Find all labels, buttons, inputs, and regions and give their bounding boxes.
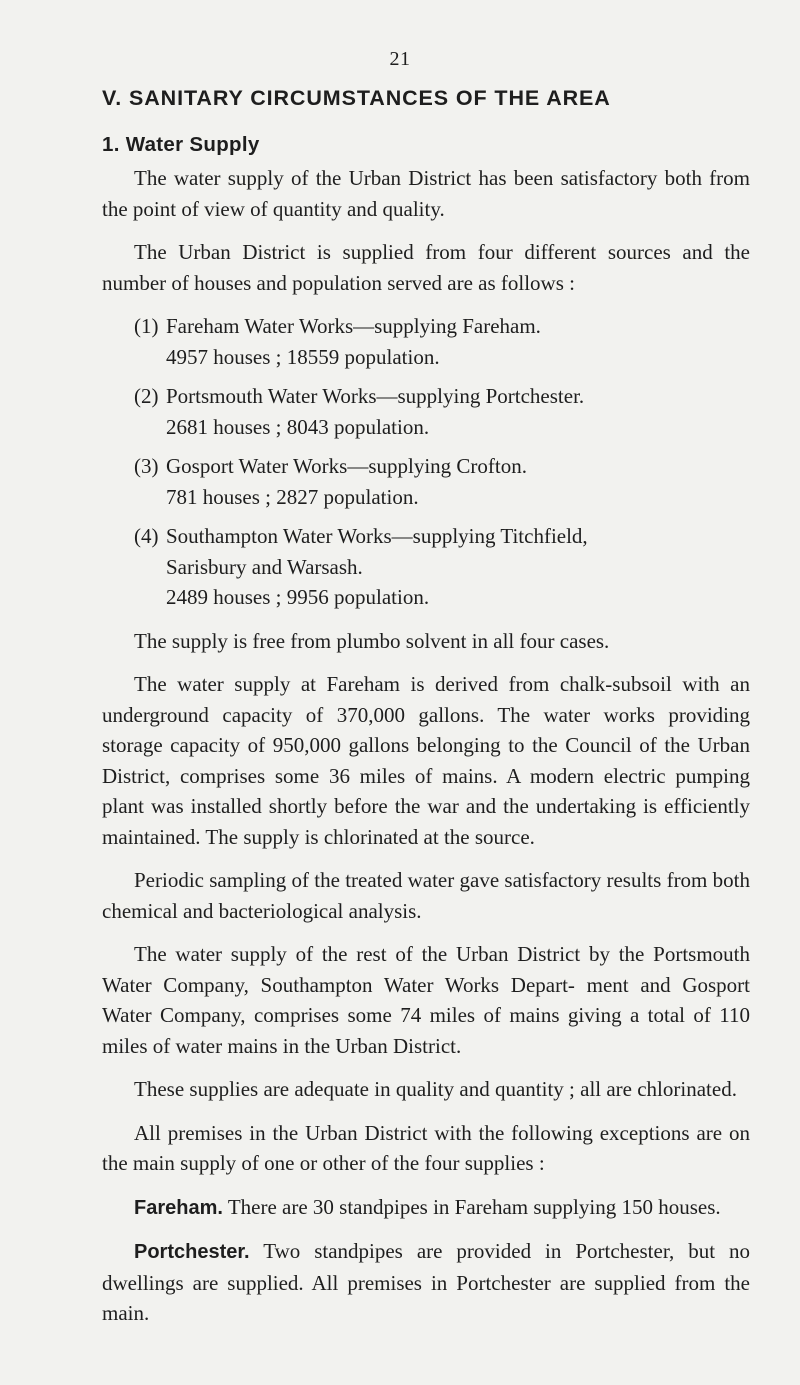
list-body [166, 521, 750, 613]
paragraph: The water supply at Fareham is derived from chalk-subsoil with an underground capacity of 370,000 gallons. The water works providing storage capacity of 950,000 gallons belonging to the Council of the Urban District, comprises some 36 miles of mains. A modern electric pumping plant was installed shortly before the war and the undertaking is efficiently maintained. The supply is chlorinated at the source. [102, 672, 750, 849]
paragraph: These supplies are adequate in quality and quantity ; all are chlorinated. [134, 1077, 737, 1101]
source-line: Southampton Water Works—supplying Titchfield, [166, 524, 588, 548]
list-body [166, 451, 750, 512]
exception-paragraph [102, 1192, 750, 1224]
paragraph: Periodic sampling of the treated water gave satisfactory results from both chemical and bacteriological analysis. [102, 868, 750, 923]
place-name: Fareham. [134, 1196, 223, 1219]
section-title: Water Supply [125, 133, 260, 156]
source-stats: 4957 houses ; 18559 population. [166, 344, 440, 369]
list-body [166, 311, 750, 372]
source-line: Gosport Water Works—supplying Crofton. [166, 454, 527, 478]
list-item [102, 521, 750, 613]
paragraph: The supply is free from plumbo solvent in all four cases. [134, 628, 610, 653]
list-item [102, 451, 750, 512]
list-number: (2) [134, 384, 159, 408]
source-line-continued: Sarisbury and Warsash. [166, 554, 363, 579]
page-number: 21 [389, 48, 411, 70]
source-stats: 2681 houses ; 8043 population. [166, 414, 430, 439]
exception-paragraph [102, 1236, 750, 1329]
body-text [102, 163, 750, 1342]
exception-text: Two standpipes are provided in Portchester, but no dwellings are supplied. All premises in Portchester are supplied from the main. [102, 1239, 750, 1325]
section-number: 1. [102, 133, 120, 156]
paragraph: The water supply of the rest of the Urban District by the Portsmouth Water Company, Southampton Water Works Depart- ment and Gosport Water Company, comprises some 74 miles of mains giving a total of 110 miles of water mains in the Urban District. [102, 942, 750, 1058]
list-body [166, 381, 750, 442]
source-line: Portsmouth Water Works—supplying Portchester. [166, 384, 585, 408]
exception-text: There are 30 standpipes in Fareham supplying 150 houses. [227, 1194, 721, 1219]
chapter-title: V. SANITARY CIRCUMSTANCES OF THE AREA [102, 86, 611, 110]
paragraph: The Urban District is supplied from four different sources and the number of houses and population served are as follows : [102, 240, 750, 295]
list-number: (1) [134, 314, 159, 338]
list-item [102, 311, 750, 372]
list-number: (3) [134, 454, 159, 478]
place-name: Portchester. [134, 1241, 250, 1263]
paragraph: The water supply of the Urban District has been satisfactory both from the point of view of quantity and quality. [102, 166, 750, 221]
water-sources-list [102, 311, 750, 613]
source-stats: 781 houses ; 2827 population. [166, 484, 419, 509]
source-stats: 2489 houses ; 9956 population. [166, 585, 430, 609]
section-heading [102, 133, 260, 157]
list-item [102, 381, 750, 442]
list-number: (4) [134, 524, 159, 548]
paragraph: All premises in the Urban District with the following exceptions are on the main supply of one or other of the four supplies : [102, 1120, 750, 1175]
source-line: Fareham Water Works—supplying Fareham. [166, 314, 541, 338]
